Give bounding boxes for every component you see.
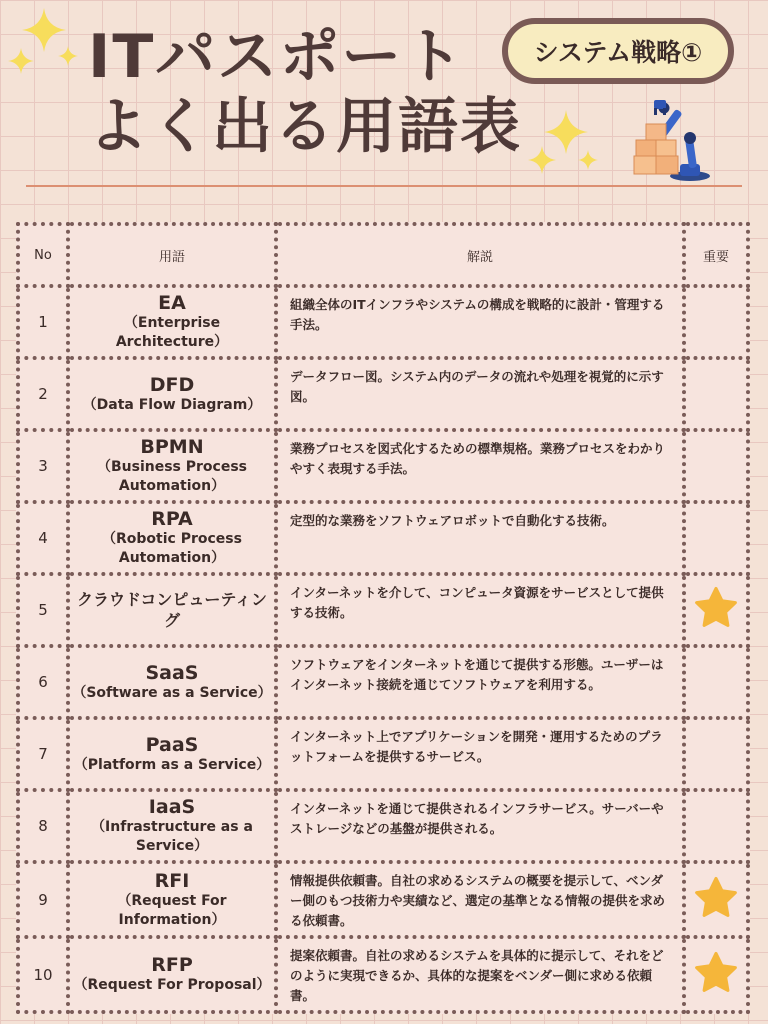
importance-cell — [684, 790, 748, 862]
description-cell: 情報提供依頼書。自社の求めるシステムの概要を提示して、ベンダー側のもつ技術力や実績など、選定の基準となる情報の提供を求める依頼書。 — [276, 862, 684, 937]
row-number: 3 — [18, 430, 68, 502]
page-title — [88, 22, 522, 162]
row-number: 1 — [18, 286, 68, 358]
importance-cell — [684, 430, 748, 502]
description-cell: インターネット上でアプリケーションを開発・運用するためのプラットフォームを提供するサービス。 — [276, 718, 684, 790]
term-name: RPA — [151, 508, 193, 530]
importance-cell — [684, 718, 748, 790]
description-cell: データフロー図。システム内のデータの流れや処理を視覚的に示す図。 — [276, 358, 684, 430]
term-name: EA — [158, 292, 186, 314]
header-description: 解説 — [276, 224, 684, 286]
header-importance: 重要 — [684, 224, 748, 286]
term-name: SaaS — [145, 661, 199, 684]
sparkle-icon — [58, 46, 78, 66]
category-badge: システム戦略① — [502, 18, 734, 84]
term-fullname: （Enterprise Architecture） — [115, 315, 229, 350]
importance-cell — [684, 937, 748, 1012]
table-row — [18, 718, 748, 790]
sparkle-icon — [8, 48, 34, 74]
row-number: 4 — [18, 502, 68, 574]
term-cell — [68, 286, 276, 358]
table-row — [18, 937, 748, 1012]
term-name: BPMN — [140, 436, 204, 458]
term-cell — [68, 718, 276, 790]
title-divider — [26, 185, 742, 187]
term-name: IaaS — [148, 796, 196, 818]
importance-cell — [684, 862, 748, 937]
term-cell — [68, 502, 276, 574]
term-fullname: （Infrastructure as a Service） — [91, 819, 253, 854]
row-number: 7 — [18, 718, 68, 790]
robot-arm-icon — [630, 94, 712, 182]
table-row — [18, 358, 748, 430]
table-row — [18, 430, 748, 502]
term-fullname: （Platform as a Service） — [73, 756, 271, 773]
term-cell — [68, 430, 276, 502]
term-fullname: （Software as a Service） — [72, 684, 272, 701]
importance-cell — [684, 286, 748, 358]
table-row — [18, 646, 748, 718]
term-fullname: （Business Process Automation） — [96, 459, 247, 494]
importance-cell — [684, 502, 748, 574]
term-cell — [68, 358, 276, 430]
description-cell: インターネットを通じて提供されるインフラサービス。サーバーやストレージなどの基盤が提供される。 — [276, 790, 684, 862]
row-number: 8 — [18, 790, 68, 862]
table-row — [18, 790, 748, 862]
sparkle-icon — [578, 150, 598, 170]
table-row — [18, 502, 748, 574]
row-number: 10 — [18, 937, 68, 1012]
description-cell: 組織全体のITインフラやシステムの構成を戦略的に設計・管理する手法。 — [276, 286, 684, 358]
star-icon — [693, 950, 739, 996]
importance-cell — [684, 574, 748, 646]
term-name: RFP — [151, 954, 193, 976]
sparkle-icon — [528, 146, 556, 174]
table-row — [18, 574, 748, 646]
term-fullname: （Data Flow Diagram） — [82, 396, 262, 413]
term-name: RFI — [154, 869, 190, 892]
table-row — [18, 862, 748, 937]
title-line-1: ITパスポート — [88, 22, 466, 92]
description-cell: 定型的な業務をソフトウェアロボットで自動化する技術。 — [276, 502, 684, 574]
term-fullname: （Request For Information） — [117, 892, 227, 928]
description-cell: ソフトウェアをインターネットを通じて提供する形態。ユーザーはインターネット接続を通じてソフトウェアを利用する。 — [276, 646, 684, 718]
table-header-row — [18, 224, 748, 286]
term-cell — [68, 646, 276, 718]
term-cell — [68, 790, 276, 862]
term-name: PaaS — [145, 733, 199, 756]
term-name: DFD — [149, 373, 195, 396]
table-row — [18, 286, 748, 358]
terms-table — [16, 222, 750, 1014]
header-no: No — [18, 224, 68, 286]
term-cell — [68, 574, 276, 646]
row-number: 9 — [18, 862, 68, 937]
row-number: 5 — [18, 574, 68, 646]
term-cell — [68, 937, 276, 1012]
term-cell — [68, 862, 276, 937]
importance-cell — [684, 646, 748, 718]
term-fullname: （Request For Proposal） — [73, 977, 271, 993]
description-cell: インターネットを介して、コンピュータ資源をサービスとして提供する技術。 — [276, 574, 684, 646]
importance-cell — [684, 358, 748, 430]
header-term: 用語 — [68, 224, 276, 286]
description-cell: 業務プロセスを図式化するための標準規格。業務プロセスをわかりやすく表現する手法。 — [276, 430, 684, 502]
row-number: 6 — [18, 646, 68, 718]
term-name: クラウドコンピューティング — [76, 590, 268, 630]
star-icon — [693, 585, 739, 631]
description-cell: 提案依頼書。自社の求めるシステムを具体的に提示して、それをどのように実現できるか、具体的な提案をベンダー側に求める依頼書。 — [276, 937, 684, 1012]
title-line-2: よく出る用語表 — [88, 92, 522, 162]
term-fullname: （Robotic Process Automation） — [102, 531, 242, 566]
row-number: 2 — [18, 358, 68, 430]
star-icon — [693, 875, 739, 921]
